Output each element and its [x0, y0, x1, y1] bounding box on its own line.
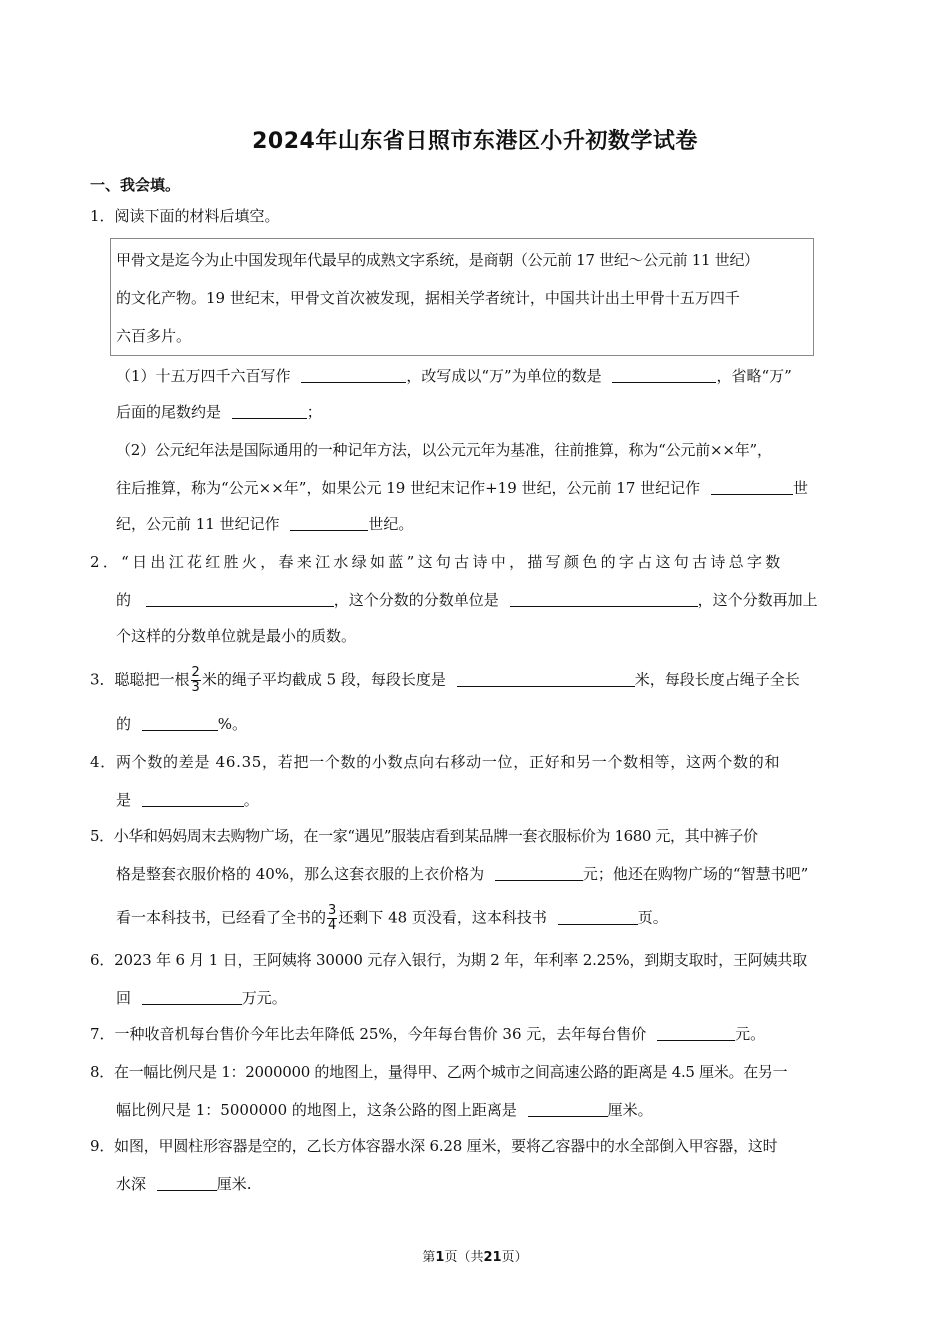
q5-fraction-denominator: 4 [328, 918, 337, 933]
q1-blank-wan-unit[interactable] [612, 368, 716, 383]
q1-part1-text-b: ，改写成以“万”为单位的数是 [406, 367, 602, 385]
q1-part1-text-a: （1）十五万四千六百写作 [116, 367, 291, 385]
question-4-line-1: 4．两个数的差是 46.35，若把一个数的小数点向右移动一位，正好和另一个数相等，这两个数的和 [90, 753, 781, 771]
q8-text-b1: 幅比例尺是 1：5000000 的地图上，这条公路的图上距离是 [116, 1101, 517, 1119]
q1-part1-text-e: ； [306, 403, 322, 421]
question-3-line-1 [90, 666, 800, 695]
q5-text-c2: 还剩下 48 页没看，这本科技书 [338, 908, 547, 927]
q1-part2-text-c: 世 [792, 479, 808, 497]
q9-text-b1: 水深 [116, 1175, 147, 1193]
q1-part2-text-e: 世纪。 [368, 515, 414, 533]
q3-text-a3: 米，每段长度占绳子全长 [634, 670, 800, 689]
question-1-heading: 1．阅读下面的材料后填空。 [90, 207, 280, 225]
q1-part1-line-2 [116, 402, 322, 422]
q4-blank-sum[interactable] [142, 792, 244, 807]
question-9-line-1: 9．如图，甲圆柱形容器是空的，乙长方体容器水深 6.28 厘米，要将乙容器中的水全部倒入甲容器，这时 [90, 1137, 778, 1155]
q5-text-c1: 看一本科技书，已经看了全书的 [116, 908, 327, 927]
q3-text-b1: 的 [116, 715, 132, 733]
question-6-line-2 [116, 988, 287, 1008]
q2-blank-fraction[interactable] [146, 592, 334, 607]
q1-part1-line [116, 366, 792, 386]
q5-text-b1: 格是整套衣服价格的 40%，那么这套衣服的上衣价格为 [116, 865, 485, 883]
question-2-line-1: 2．“日出江花红胜火，春来江水绿如蓝”这句古诗中，描写颜色的字占这句古诗总字数 [90, 553, 784, 571]
q3-fraction-denominator: 3 [191, 680, 200, 695]
reading-material-line-3: 六百多片。 [116, 327, 192, 345]
footer-page-number: 1 [435, 1250, 445, 1265]
question-4-line-2 [116, 790, 259, 810]
footer-middle: 页（共 [444, 1250, 484, 1265]
question-7-line-1 [90, 1024, 765, 1044]
q6-blank-total[interactable] [142, 990, 242, 1005]
q6-text-b2: 万元。 [241, 989, 287, 1007]
q2-text-b1: 的 [116, 591, 132, 609]
q1-blank-bc17[interactable] [711, 480, 793, 495]
section-heading: 一、我会填。 [90, 176, 181, 194]
reading-material-line-2: 的文化产物。19 世纪末，甲骨文首次被发现，据相关学者统计，中国共计出土甲骨十五万四千 [116, 289, 740, 307]
question-5-line-3 [116, 904, 668, 933]
q3-blank-length[interactable] [457, 672, 635, 687]
q7-blank-last-year-price[interactable] [657, 1026, 735, 1041]
q6-text-b1: 回 [116, 989, 132, 1007]
page-title: 2024年山东省日照市东港区小升初数学试卷 [252, 129, 698, 154]
question-6-line-1: 6．2023 年 6 月 1 日，王阿姨将 30000 元存入银行，为期 2 年，年利率 2.25%，到期支取时，王阿姨共取 [90, 951, 808, 969]
q3-text-a1: 3．聪聪把一根 [90, 670, 190, 689]
question-2-line-3: 个这样的分数单位就是最小的质数。 [116, 627, 357, 645]
q3-fraction-numerator: 2 [191, 665, 200, 680]
question-5-line-2 [116, 864, 808, 884]
page-footer [0, 1246, 950, 1265]
q7-text-a1: 7．一种收音机每台售价今年比去年降低 25%，今年每台售价 36 元，去年每台售价 [90, 1025, 647, 1043]
q1-blank-bc11[interactable] [290, 516, 368, 531]
q2-text-b2: ，这个分数的分数单位是 [333, 591, 499, 609]
q1-part2-text-b: 往后推算，称为“公元××年”，如果公元 19 世纪末记作+19 世纪，公元前 17 世纪记作 [116, 479, 701, 497]
q5-text-b2: 元；他还在购物广场的“智慧书吧” [582, 865, 809, 883]
q1-part2-line-1: （2）公元纪年法是国际通用的一种记年方法，以公元元年为基准，往前推算，称为“公元前××年”， [116, 441, 772, 459]
q5-fraction [327, 904, 337, 933]
reading-material-line-1: 甲骨文是迄今为止中国发现年代最早的成熟文字系统，是商朝（公元前 17 世纪～公元前 11 世纪） [116, 251, 759, 269]
q5-fraction-numerator: 3 [328, 903, 337, 918]
q5-blank-top-price[interactable] [495, 866, 583, 881]
q1-part2-line-2 [116, 478, 808, 498]
q2-blank-unit[interactable] [510, 592, 698, 607]
q8-blank-distance[interactable] [528, 1102, 608, 1117]
q3-blank-percent[interactable] [142, 716, 218, 731]
q1-blank-approx[interactable] [232, 404, 307, 419]
q1-part2-line-3 [116, 514, 413, 534]
q2-text-b3: ，这个分数再加上 [697, 591, 818, 609]
q1-blank-written-number[interactable] [301, 368, 406, 383]
q1-part2-text-d: 纪，公元前 11 世纪记作 [116, 515, 280, 533]
q3-text-a2: 米的绳子平均截成 5 段，每段长度是 [201, 670, 446, 689]
footer-prefix: 第 [422, 1250, 436, 1265]
q1-part1-text-c: ，省略“万” [716, 367, 792, 385]
question-9-line-2 [116, 1174, 252, 1194]
question-3-line-2 [116, 714, 247, 734]
footer-suffix: 页） [501, 1250, 528, 1265]
q9-blank-depth[interactable] [157, 1176, 217, 1191]
q1-part1-text-d: 后面的尾数约是 [116, 403, 222, 421]
footer-total-pages: 21 [483, 1250, 502, 1265]
q4-text-b1: 是 [116, 791, 132, 809]
q5-text-c3: 页。 [637, 908, 668, 927]
question-5-line-1: 5．小华和妈妈周末去购物广场，在一家“遇见”服装店看到某品牌一套衣服标价为 1680 元，其中裤子价 [90, 827, 758, 845]
q3-fraction [191, 666, 201, 695]
q8-text-b2: 厘米。 [607, 1101, 653, 1119]
q9-text-b2: 厘米. [216, 1175, 252, 1193]
q7-text-a2: 元。 [735, 1025, 766, 1043]
q3-text-b2: %。 [217, 715, 248, 733]
question-2-line-2 [116, 590, 818, 610]
q4-text-b2: 。 [243, 791, 259, 809]
q5-blank-pages[interactable] [558, 910, 638, 925]
question-8-line-2 [116, 1100, 653, 1120]
question-8-line-1: 8．在一幅比例尺是 1：2000000 的地图上，量得甲、乙两个城市之间高速公路的距离是 4.5 厘米。在另一 [90, 1063, 788, 1081]
